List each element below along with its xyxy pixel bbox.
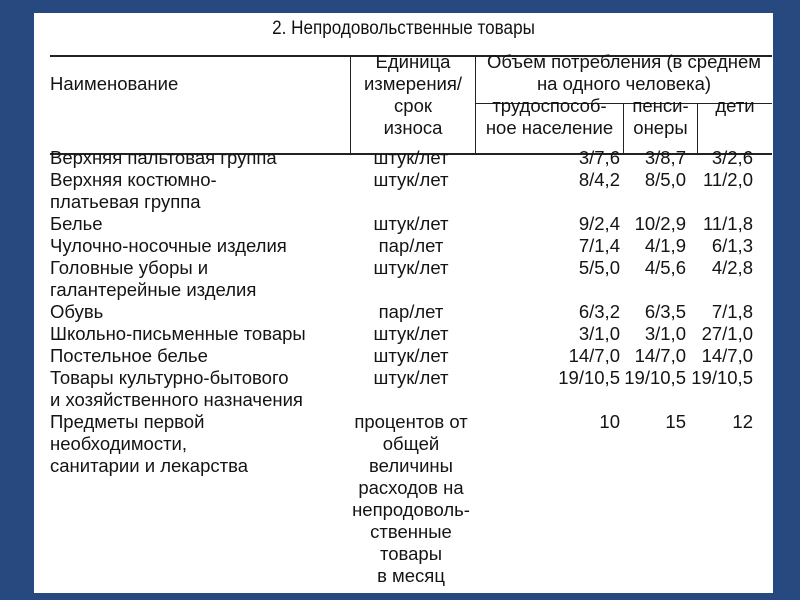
row-name (50, 169, 217, 213)
header-working-line: трудоспособ- (492, 95, 607, 116)
row-value-working: 7/1,4 (578, 235, 620, 256)
row-unit-line: процентов от (354, 411, 468, 432)
row-value-working: 6/3,2 (578, 301, 620, 322)
row-name (50, 345, 208, 367)
table-title: 2. Непродовольственные товары (272, 18, 535, 39)
header-working-population (476, 95, 623, 139)
row-name (50, 235, 287, 257)
row-name-line: платьевая группа (50, 191, 201, 212)
header-name: Наименование (50, 73, 179, 94)
row-name-line: и хозяйственного назначения (50, 389, 303, 410)
row-value-pensioners: 4/1,9 (644, 235, 686, 256)
row-unit (349, 411, 473, 587)
header-pensioners-line: пенси- (632, 95, 689, 116)
row-unit-line: в месяц (377, 565, 445, 586)
row-unit-line: штук/лет (373, 367, 449, 388)
row-unit-line: пар/лет (378, 235, 444, 256)
row-unit-line: ственные (370, 521, 452, 542)
header-unit-line: измерения/ (363, 73, 463, 94)
row-value-children: 3/2,6 (711, 147, 753, 168)
row-value-children: 19/10,5 (691, 367, 753, 388)
row-name-line: Головные уборы и (50, 257, 209, 278)
row-unit-line: непродоволь- (352, 499, 470, 520)
row-value-children: 14/7,0 (701, 345, 753, 366)
row-name (50, 301, 103, 323)
header-consumption-line: на одного человека) (536, 73, 712, 94)
table-sheet (34, 13, 773, 593)
row-name-line: Товары культурно-бытового (50, 367, 289, 388)
row-name (50, 257, 256, 301)
row-unit-line: общей (382, 433, 440, 454)
row-value-working: 9/2,4 (578, 213, 620, 234)
row-unit-line: штук/лет (373, 147, 449, 168)
row-value-children: 4/2,8 (711, 257, 753, 278)
row-value-pensioners: 15 (665, 411, 686, 432)
row-name (50, 411, 248, 477)
row-unit-line: штук/лет (373, 213, 449, 234)
row-unit (349, 301, 473, 323)
header-children (698, 95, 772, 117)
row-name-line: Предметы первой (50, 411, 205, 432)
row-value-pensioners: 4/5,6 (644, 257, 686, 278)
row-value-working: 14/7,0 (568, 345, 620, 366)
row-value-working: 8/4,2 (578, 169, 620, 190)
row-name-line: Обувь (50, 301, 104, 322)
row-value-pensioners: 8/5,0 (644, 169, 686, 190)
row-unit-line: штук/лет (373, 257, 449, 278)
row-value-children: 6/1,3 (711, 235, 753, 256)
row-name-line: необходимости, (50, 433, 188, 454)
header-pensioners (624, 95, 697, 139)
header-unit-line: срок (394, 95, 432, 116)
row-value-pensioners: 19/10,5 (624, 367, 686, 388)
header-consumption (476, 51, 772, 95)
row-unit-line: расходов на (358, 477, 464, 498)
row-unit (349, 257, 473, 279)
row-name-line: санитарии и лекарства (50, 455, 249, 476)
row-unit (349, 235, 473, 257)
row-name-line: Белье (50, 213, 103, 234)
row-value-working: 19/10,5 (558, 367, 620, 388)
row-unit-line: штук/лет (373, 345, 449, 366)
header-unit-line: износа (383, 117, 443, 138)
row-value-working: 3/7,6 (578, 147, 620, 168)
row-value-pensioners: 3/1,0 (644, 323, 686, 344)
row-name (50, 367, 303, 411)
row-name-line: Школьно-письменные товары (50, 323, 306, 344)
row-unit-line: штук/лет (373, 169, 449, 190)
row-name (50, 213, 103, 235)
row-unit-line: величины (369, 455, 453, 476)
row-value-working: 5/5,0 (578, 257, 620, 278)
header-unit (351, 51, 475, 139)
row-value-working: 10 (599, 411, 620, 432)
row-value-children: 12 (732, 411, 753, 432)
row-name-line: галантерейные изделия (50, 279, 257, 300)
row-value-pensioners: 14/7,0 (634, 345, 686, 366)
row-name-line: Чулочно-носочные изделия (50, 235, 287, 256)
header-pensioners-line: онеры (633, 117, 688, 138)
row-value-children: 27/1,0 (701, 323, 753, 344)
row-name-line: Постельное белье (50, 345, 208, 366)
row-name-line: Верхняя костюмно- (50, 169, 217, 190)
row-unit (349, 367, 473, 389)
row-name (50, 147, 277, 169)
header-children-line: дети (715, 95, 755, 116)
row-value-pensioners: 6/3,5 (644, 301, 686, 322)
row-unit-line: товары (379, 543, 443, 564)
row-value-children: 11/2,0 (702, 169, 753, 190)
header-consumption-line: Объем потребления (в среднем (487, 51, 761, 72)
row-name-line: Верхняя пальтовая группа (50, 147, 277, 168)
row-name (50, 323, 306, 345)
row-unit (349, 169, 473, 191)
row-unit (349, 213, 473, 235)
row-value-pensioners: 10/2,9 (634, 213, 686, 234)
row-value-pensioners: 3/8,7 (644, 147, 686, 168)
row-unit-line: штук/лет (373, 323, 449, 344)
row-value-working: 3/1,0 (578, 323, 620, 344)
row-unit (349, 147, 473, 169)
row-value-children: 11/1,8 (702, 213, 753, 234)
row-unit-line: пар/лет (378, 301, 444, 322)
row-unit (349, 323, 473, 345)
header-unit-line: Единица (375, 51, 451, 72)
row-unit (349, 345, 473, 367)
row-value-children: 7/1,8 (711, 301, 753, 322)
header-working-line: ное население (485, 117, 614, 138)
